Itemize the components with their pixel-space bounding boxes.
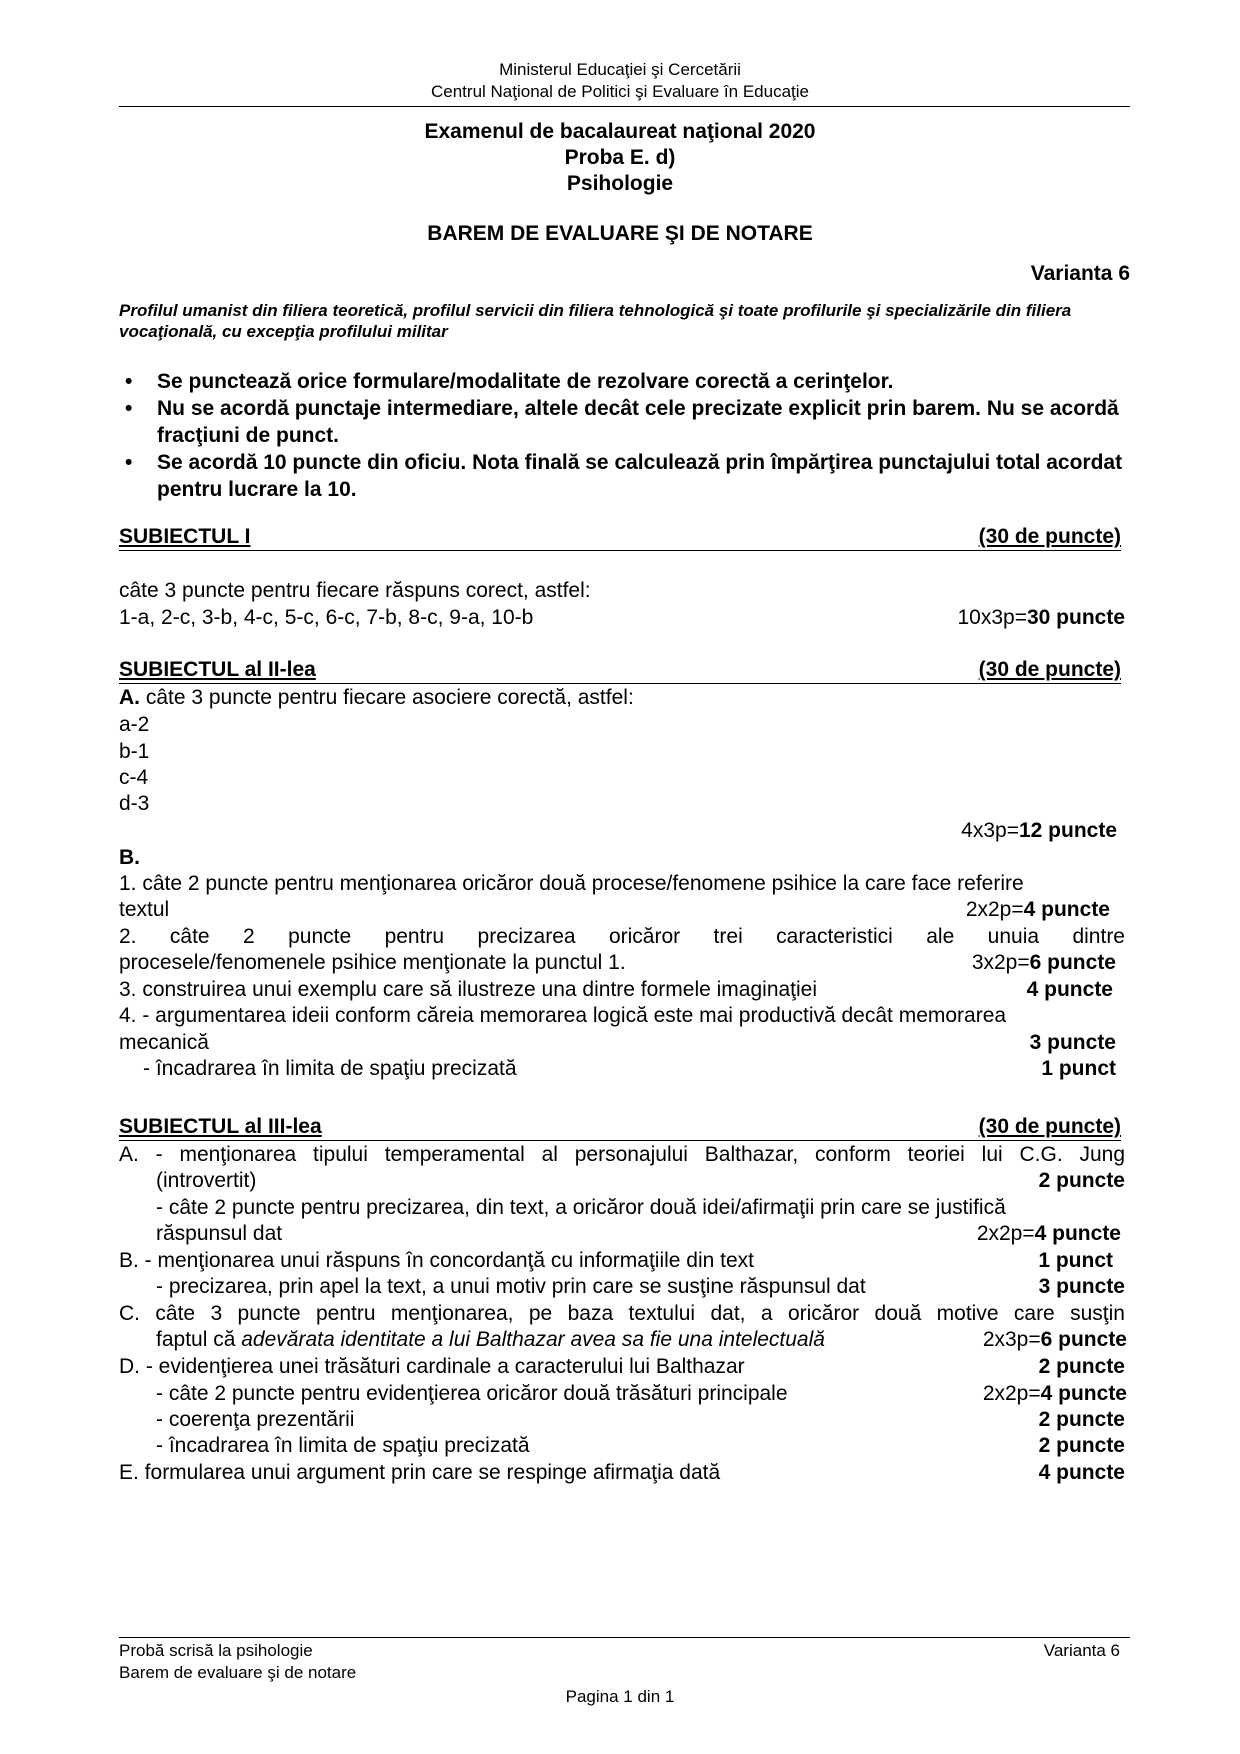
s3-d3: - coerenţa prezentării 2 puncte: [156, 1408, 1125, 1431]
s3-d4-score: 2 puncte: [1038, 1434, 1125, 1457]
s2-b4-sub: - încadrarea în limita de spaţiu precizată 1 punct: [143, 1057, 1116, 1080]
section-title: SUBIECTUL I: [119, 525, 251, 548]
s3-a1-score: 2 puncte: [1038, 1169, 1125, 1192]
s1-intro: câte 3 puncte pentru fiecare răspuns corect, astfel:: [119, 579, 591, 602]
s2-b2-line1: 2. câte 2 puncte pentru precizarea oricăror trei caracteristici ale unuia dintre: [119, 925, 1125, 948]
page-number: Pagina 1 din 1: [565, 1687, 675, 1706]
s2-a-item: a-2: [119, 713, 150, 736]
section-2-heading: [119, 657, 1121, 684]
s2-b4-line1: 4. - argumentarea ideii conform căreia memorarea logică este mai productivă decât memorarea: [119, 1004, 1007, 1027]
rule-item: • Se punctează orice formulare/modalitate de rezolvare corectă a cerinţelor.: [125, 370, 894, 393]
s3-b2: - precizarea, prin apel la text, a unui motiv prin care se susţine răspunsul dat 3 puncte: [156, 1275, 1125, 1298]
s3-e-score: 4 puncte: [1038, 1461, 1125, 1484]
s3-c-line1: C. câte 3 puncte pentru menţionarea, pe baza textului dat, a oricăror două motive care susţin: [119, 1302, 1125, 1325]
section-points: (30 de puncte): [978, 525, 1121, 548]
s2-a-intro: A. câte 3 puncte pentru fiecare asociere corectă, astfel:: [119, 686, 634, 709]
section-points: (30 de puncte): [978, 1115, 1121, 1138]
ministry-name: Ministerul Educaţiei şi Cercetării: [499, 60, 741, 79]
s2-a-item: d-3: [119, 792, 150, 815]
s3-b2-score: 3 puncte: [1038, 1275, 1125, 1298]
general-rules: [119, 368, 1130, 503]
s3-a2-line2: răspunsul dat 2x2p=4 puncte: [156, 1222, 1121, 1245]
s2-a-item: b-1: [119, 740, 150, 763]
variant-label: Varianta 6: [1030, 262, 1130, 285]
s3-c-score: 2x3p=6 puncte: [982, 1328, 1127, 1351]
s2-b2-line2: procesele/fenomenele psihice menţionate la punctul 1. 3x2p=6 puncte: [119, 951, 1116, 974]
exam-subject: Psihologie: [566, 172, 674, 195]
footer-left-2: Barem de evaluare şi de notare: [119, 1663, 357, 1682]
s3-d2-score: 2x2p=4 puncte: [982, 1382, 1127, 1405]
s3-e: E. formularea unui argument prin care se respinge afirmaţia dată 4 puncte: [119, 1461, 1125, 1484]
s2-b2-score: 3x2p=6 puncte: [971, 951, 1116, 974]
s3-b1: B. - menţionarea unui răspuns în concordanţă cu informaţiile din text 1 punct: [119, 1249, 1113, 1272]
s2-b3: 3. construirea unui exemplu care să ilustreze una dintre formele imaginaţiei 4 puncte: [119, 978, 1113, 1001]
exam-title: Examenul de bacalaureat naţional 2020: [424, 120, 816, 143]
footer-divider: [119, 1637, 1130, 1638]
s2-b4-line2: mecanică 3 puncte: [119, 1031, 1116, 1054]
s2-b4-sub-score: 1 punct: [1041, 1057, 1116, 1080]
barem-title: BAREM DE EVALUARE ŞI DE NOTARE: [427, 222, 813, 245]
s3-a2-line1: - câte 2 puncte pentru precizarea, din text, a oricăror două idei/afirmaţii prin care se justifică: [156, 1196, 1006, 1219]
s3-a1-line1: A. - menţionarea tipului temperamental al personajului Balthazar, conform teoriei lui C.G. Jung: [119, 1143, 1125, 1166]
section-title: SUBIECTUL al II-lea: [119, 658, 316, 681]
footer-variant: Varianta 6: [1043, 1641, 1120, 1660]
s2-b1-line1: 1. câte 2 puncte pentru menţionarea oricăror două procese/fenomene psihice la care face referire: [119, 872, 1024, 895]
s2-b4-score: 3 puncte: [1029, 1031, 1116, 1054]
rule-item: • Se acordă 10 puncte din oficiu. Nota finală se calculează prin împărţirea punctajului total acordat pentru lucrare la 10.: [125, 451, 1123, 501]
s3-d2: - câte 2 puncte pentru evidenţierea oricăror două trăsături principale 2x2p=4 puncte: [156, 1382, 1127, 1405]
s1-answers: 1-a, 2-c, 3-b, 4-c, 5-c, 6-c, 7-b, 8-c, 9-a, 10-b 10x3p=30 puncte: [119, 606, 1125, 629]
s3-d3-score: 2 puncte: [1038, 1408, 1125, 1431]
s3-b1-score: 1 punct: [1038, 1249, 1113, 1272]
header-divider: [119, 106, 1130, 107]
s1-score: 10x3p=30 puncte: [957, 606, 1125, 629]
section-3-heading: [119, 1114, 1121, 1141]
s3-d4: - încadrarea în limita de spaţiu precizată 2 puncte: [156, 1434, 1125, 1457]
s2-a-score: 4x3p=12 puncte: [961, 819, 1117, 842]
section-title: SUBIECTUL al III-lea: [119, 1115, 322, 1138]
rule-item: • Nu se acordă punctaje intermediare, altele decât cele precizate explicit prin barem. Nu se acordă fracţiuni de punct.: [125, 397, 1119, 447]
s3-a1-line2: (introvertit) 2 puncte: [156, 1169, 1125, 1192]
s2-b3-score: 4 puncte: [1026, 978, 1113, 1001]
s2-b1-line2: textul 2x2p=4 puncte: [119, 898, 1110, 921]
s3-d1-score: 2 puncte: [1038, 1355, 1125, 1378]
exam-proba: Proba E. d): [564, 146, 676, 169]
s3-a2-score: 2x2p=4 puncte: [976, 1222, 1121, 1245]
section-1-heading: [119, 524, 1121, 551]
s2-a-item: c-4: [119, 766, 149, 789]
s2-b-label: B.: [119, 846, 140, 869]
s2-a-score-line: [119, 817, 1125, 844]
section-points: (30 de puncte): [978, 658, 1121, 681]
footer-left-1: Probă scrisă la psihologie: [119, 1641, 313, 1660]
center-name: Centrul Naţional de Politici şi Evaluare în Educaţie: [431, 82, 809, 101]
profile-note: Profilul umanist din filiera teoretică, profilul servicii din filiera tehnologică şi toate profilurile şi specializările din filiera vocaţională, cu excepţia profilului militar: [119, 301, 1072, 341]
s3-c-line2: faptul că adevărata identitate a lui Balthazar avea sa fie una intelectuală 2x3p=6 puncte: [156, 1328, 1127, 1351]
s2-b1-score: 2x2p=4 puncte: [965, 898, 1110, 921]
s3-d1: D. - evidenţierea unei trăsături cardinale a caracterului lui Balthazar 2 puncte: [119, 1355, 1125, 1378]
